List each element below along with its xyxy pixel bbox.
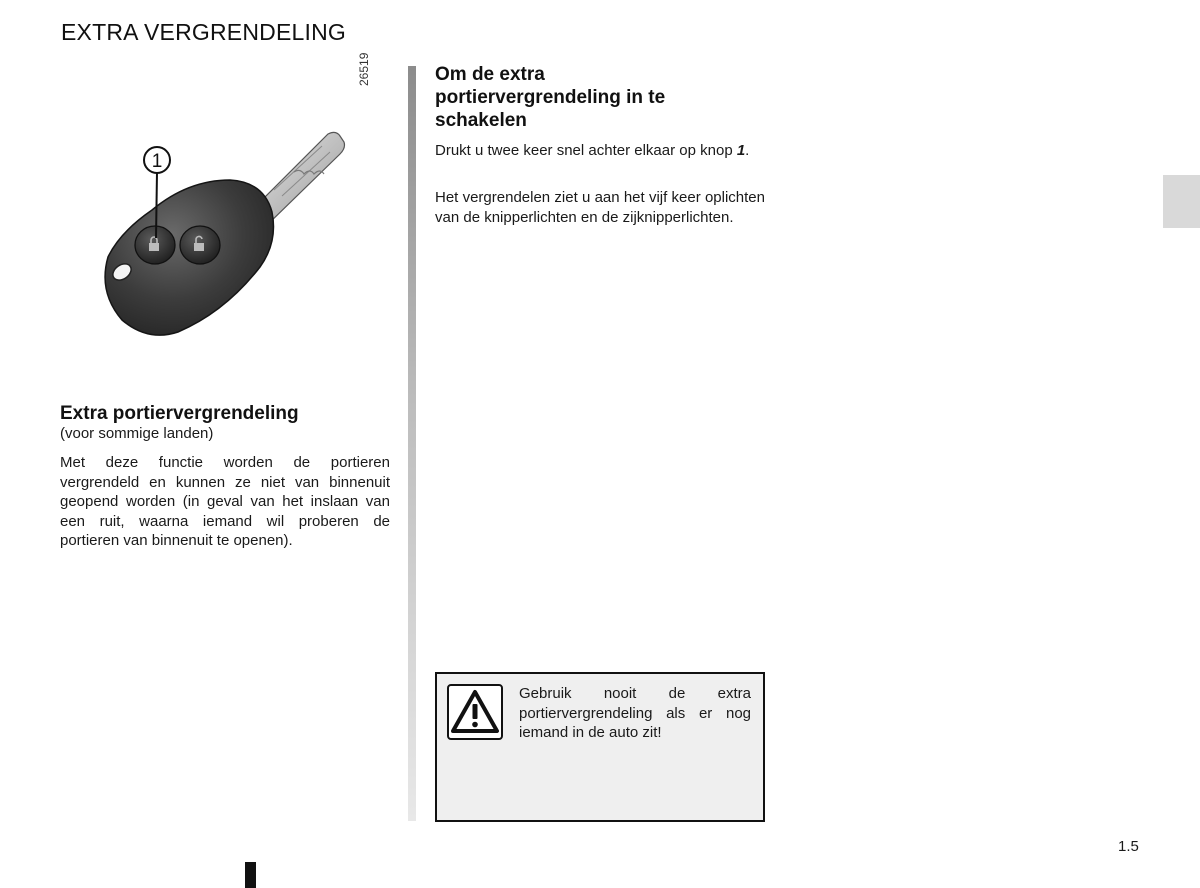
section-heading-extra-lock: Extra portiervergrendeling bbox=[60, 403, 299, 424]
feedback-paragraph: Het vergrendelen ziet u aan het vijf keer oplichten van de knipperlichten en de zijknipperlichten. bbox=[435, 189, 765, 226]
body-paragraph: Met deze functie worden de portieren vergrendeld en kunnen ze niet van binnenuit geopend worden (in geval van het inslaan van een ruit, waarna iemand wil proberen de portieren van binnenuit te openen). bbox=[60, 454, 390, 549]
warning-text: Gebruik nooit de extra portiervergrendeling als er nog iemand in de auto zit! bbox=[519, 685, 751, 741]
warning-box bbox=[435, 672, 765, 822]
unlock-button bbox=[180, 226, 220, 264]
column-divider bbox=[408, 66, 416, 821]
chapter-tab bbox=[1163, 175, 1200, 228]
instruction-end: . bbox=[745, 142, 750, 159]
section-heading-activate: Om de extra portiervergrendeling in te schakelen bbox=[435, 64, 666, 131]
print-mark bbox=[245, 862, 256, 888]
page-number: 1.5 bbox=[1118, 838, 1139, 855]
figure-code: 26519 bbox=[357, 52, 371, 86]
warning-triangle-icon bbox=[447, 684, 503, 740]
instruction-paragraph bbox=[435, 141, 765, 161]
callout-label: 1 bbox=[151, 151, 163, 172]
key-fob-illustration bbox=[60, 62, 392, 382]
section-subheading: (voor sommige landen) bbox=[60, 425, 214, 442]
button-reference: 1 bbox=[736, 142, 746, 159]
page-title: EXTRA VERGRENDELING bbox=[61, 19, 346, 45]
lock-button bbox=[135, 226, 175, 264]
instruction-text: Drukt u twee keer snel achter elkaar op knop bbox=[435, 142, 737, 159]
